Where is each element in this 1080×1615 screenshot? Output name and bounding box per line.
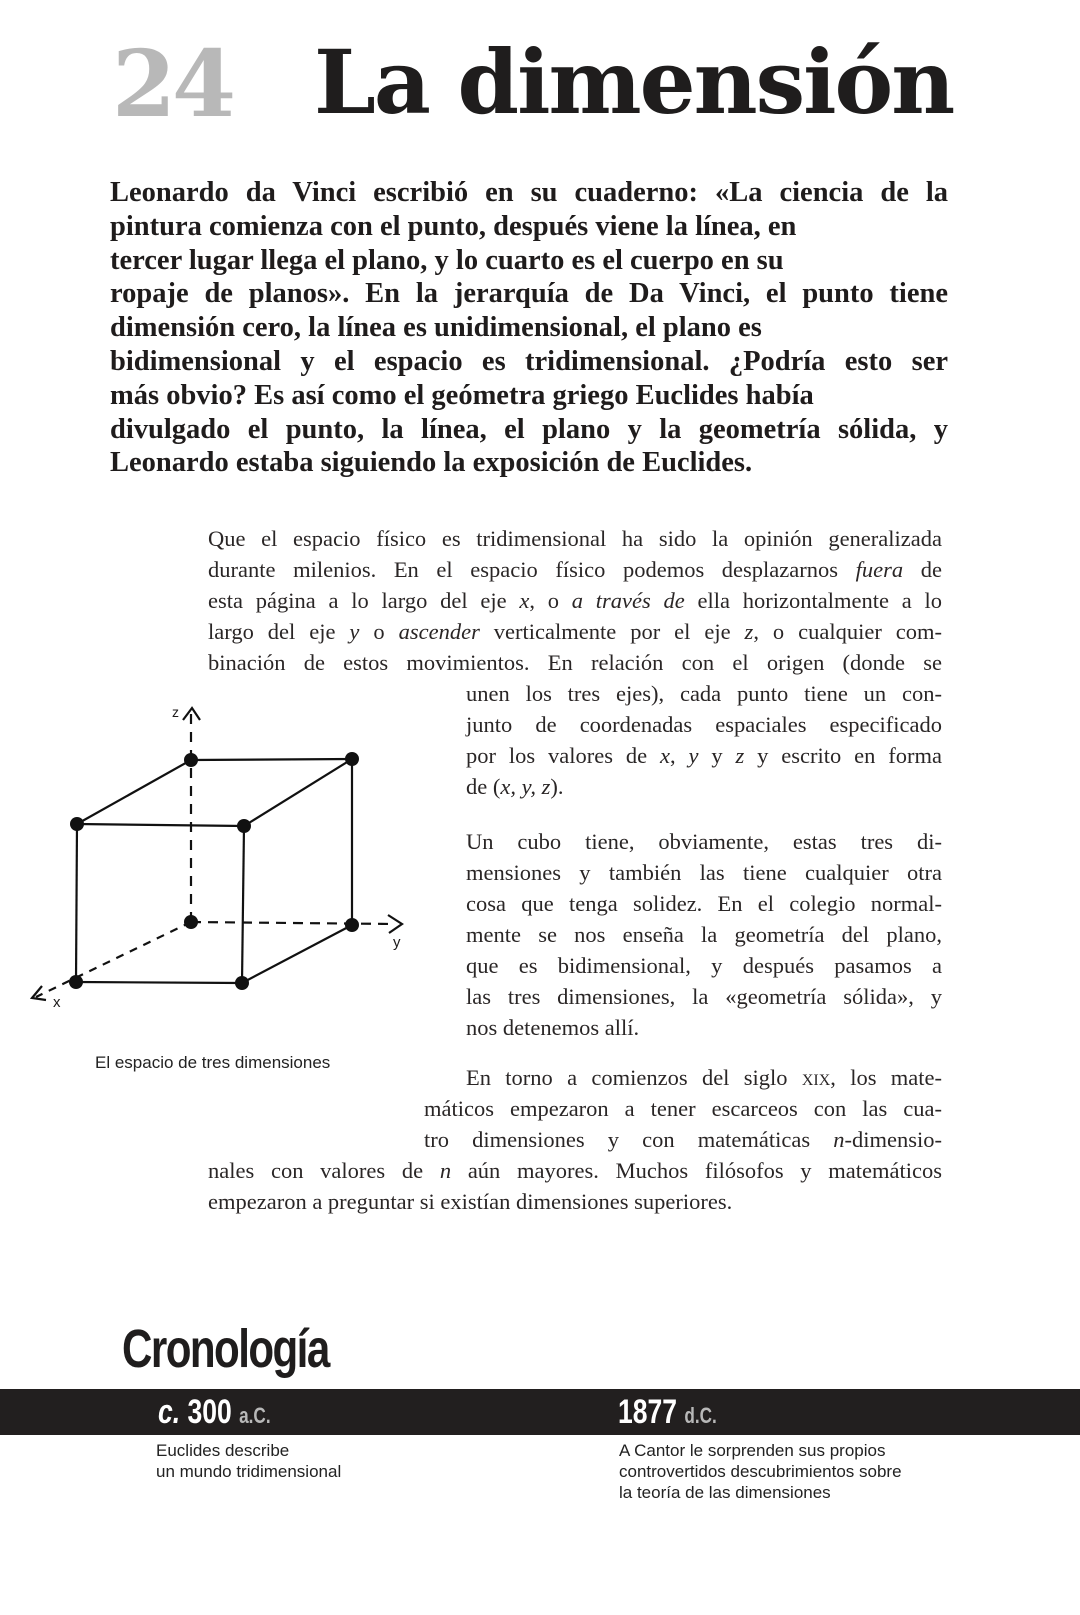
intro-line: bidimensional y el espacio es tridimensional. ¿Podría esto ser — [110, 345, 948, 377]
body-paragraph-4 — [208, 1062, 942, 1217]
body-paragraph-3 — [466, 826, 942, 1043]
intro-line: dimensión cero, la línea es unidimensional, el plano es — [110, 312, 762, 344]
text-line: tro dimensiones y con matemáticas n-dimensio- — [424, 1127, 942, 1152]
text-line: mente se nos enseña la geometría del plano, — [466, 922, 942, 947]
intro-paragraph — [110, 176, 948, 480]
text-line: esta página a lo largo del eje x, o a través de ella horizontalmente a lo — [208, 588, 942, 613]
chapter-title: La dimensión — [314, 30, 954, 134]
figure-caption: El espacio de tres dimensiones — [95, 1053, 331, 1072]
chronology-title: Cronología — [122, 1319, 329, 1379]
x-axis-label: x — [53, 994, 61, 1011]
text-line: cosa que tenga solidez. En el colegio normal- — [466, 891, 942, 916]
text-line: durante milenios. En el espacio físico podemos desplazarnos fuera de — [208, 557, 942, 582]
timeline-desc-1: Euclides describe un mundo tridimensional — [156, 1441, 342, 1481]
text-line: por los valores de x, y y z y escrito en forma — [466, 743, 943, 768]
body-paragraph-2 — [466, 678, 942, 802]
text-line: de (x, y, z). — [466, 774, 564, 799]
intro-line: pintura comienza con el punto, después viene la línea, en — [110, 210, 797, 242]
text-line: Que el espacio físico es tridimensional ha sido la opinión generalizada — [208, 526, 942, 551]
text-line: mensiones y también las tiene cualquier otra — [466, 860, 942, 885]
text-line: largo del eje y o ascender verticalmente por el eje z, o cualquier com- — [208, 619, 943, 644]
cube-3d-axes-icon — [20, 690, 440, 1030]
text-line: nos detenemos allí. — [466, 1015, 640, 1040]
timeline-date-1: c. 300 a.C. — [158, 1393, 271, 1431]
intro-line: más obvio? Es así como el geómetra griego Euclides había — [110, 379, 814, 411]
cube-diagram — [20, 690, 440, 1030]
timeline-date-2: 1877 d.C. — [618, 1393, 717, 1431]
text-line: En torno a comienzos del siglo xix, los mate- — [466, 1065, 942, 1090]
text-line: nales con valores de n aún mayores. Muchos filósofos y matemáticos — [208, 1158, 942, 1183]
intro-line: Leonardo da Vinci escribió en su cuaderno: «La ciencia de la — [110, 177, 948, 208]
text-line: junto de coordenadas espaciales especificado — [466, 712, 942, 737]
text-line: las tres dimensiones, la «geometría sólida», y — [466, 984, 942, 1009]
intro-line: tercer lugar llega el plano, y lo cuarto es el cuerpo en su — [110, 244, 784, 276]
timeline-desc-2: A Cantor le sorprenden sus propios controvertidos descubrimientos sobre la teoría de las dimensiones — [619, 1441, 902, 1502]
chapter-number: 24 — [112, 30, 233, 138]
text-line: empezaron a preguntar si existían dimensiones superiores. — [208, 1189, 733, 1214]
text-line: unen los tres ejes), cada punto tiene un con- — [466, 681, 942, 706]
intro-line: Leonardo estaba siguiendo la exposición de Euclides. — [110, 447, 753, 479]
intro-line: divulgado el punto, la línea, el plano y la geometría sólida, y — [110, 413, 948, 445]
y-axis-label: y — [393, 934, 401, 951]
text-line: Un cubo tiene, obviamente, estas tres di- — [466, 829, 942, 854]
text-line: binación de estos movimientos. En relación con el origen (donde se — [208, 650, 942, 675]
z-axis-label: z — [172, 704, 179, 720]
text-line: que es bidimensional, y después pasamos a — [466, 953, 942, 978]
intro-line: ropaje de planos». En la jerarquía de Da Vinci, el punto tiene — [110, 278, 948, 310]
body-paragraph-1 — [208, 523, 942, 678]
text-line: máticos empezaron a tener escarceos con las cua- — [424, 1096, 942, 1121]
